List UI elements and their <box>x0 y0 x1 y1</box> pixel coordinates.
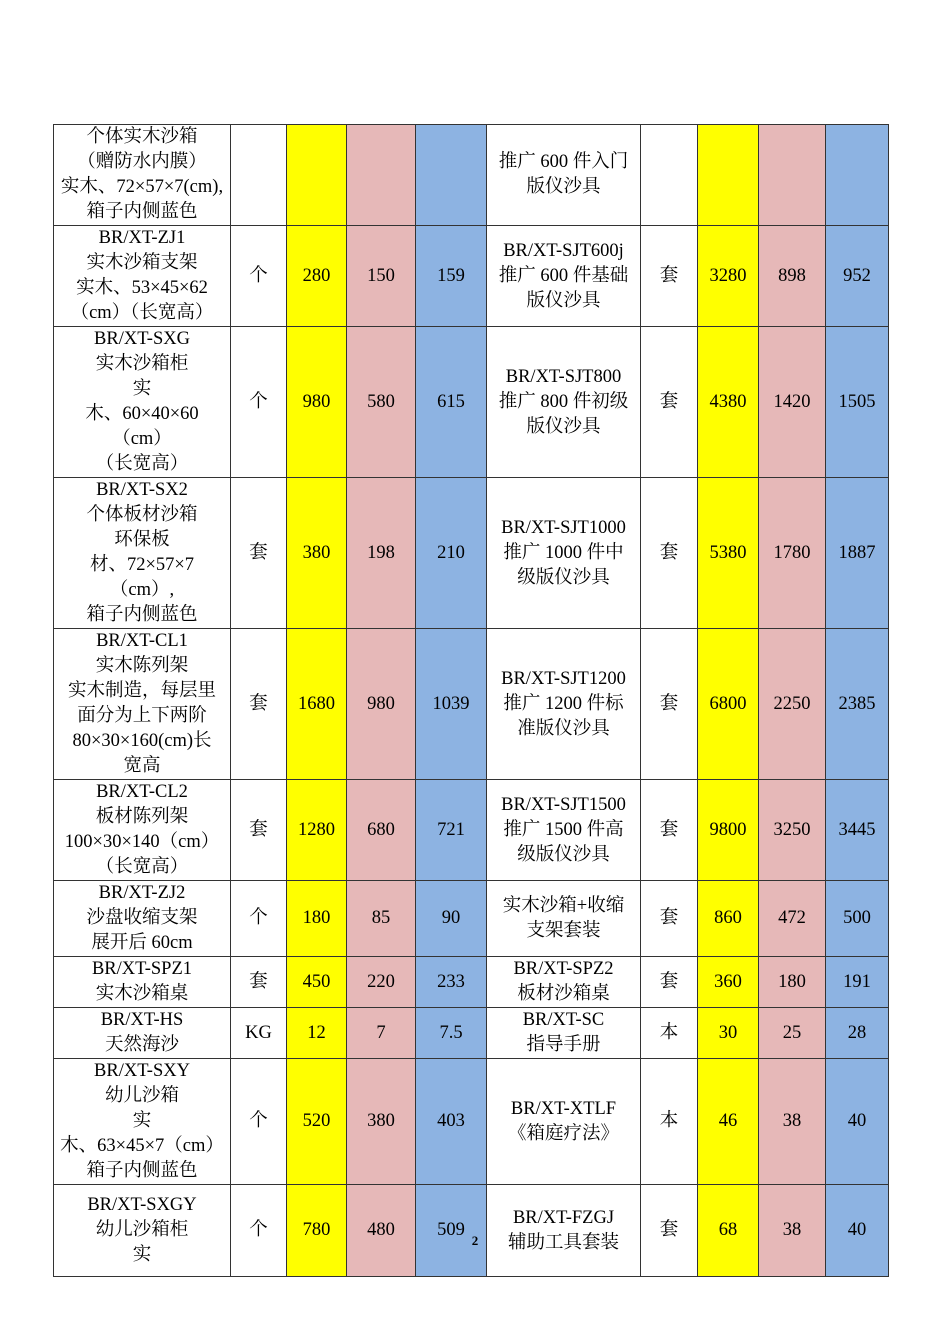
right-price-2-cell: 38 <box>759 1059 826 1185</box>
left-product-name-cell: BR/XT-ZJ1 实木沙箱支架 实木、53×45×62 （cm）（长宽高） <box>54 226 231 327</box>
left-price-2-cell: 220 <box>347 957 416 1008</box>
right-price-1-cell: 860 <box>698 881 759 957</box>
left-price-1-cell: 980 <box>287 327 347 478</box>
left-unit-cell: KG <box>231 1008 287 1059</box>
left-price-3-cell: 721 <box>416 780 487 881</box>
right-price-2-cell: 2250 <box>759 629 826 780</box>
right-unit-cell: 套 <box>641 780 698 881</box>
right-price-3-cell <box>826 125 889 226</box>
left-price-2-cell <box>347 125 416 226</box>
right-price-2-cell: 25 <box>759 1008 826 1059</box>
left-product-name-cell: BR/XT-SXY 幼儿沙箱 实 木、63×45×7（cm） 箱子内侧蓝色 <box>54 1059 231 1185</box>
right-price-2-cell: 38 <box>759 1185 826 1277</box>
left-price-3-cell: 403 <box>416 1059 487 1185</box>
table-row <box>54 1185 889 1277</box>
left-product-name-cell: 个体实木沙箱 （赠防水内膜） 实木、72×57×7(cm), 箱子内侧蓝色 <box>54 125 231 226</box>
table-row <box>54 1008 889 1059</box>
left-price-1-cell: 780 <box>287 1185 347 1277</box>
left-price-1-cell: 380 <box>287 478 347 629</box>
price-table <box>53 124 889 1277</box>
left-unit-cell <box>231 125 287 226</box>
right-product-name-cell: BR/XT-SJT600j 推广 600 件基础 版仪沙具 <box>487 226 641 327</box>
right-product-name-cell: BR/XT-SJT1500 推广 1500 件高 级版仪沙具 <box>487 780 641 881</box>
left-price-1-cell: 1280 <box>287 780 347 881</box>
left-product-name-cell: BR/XT-SPZ1 实木沙箱桌 <box>54 957 231 1008</box>
left-unit-cell: 个 <box>231 881 287 957</box>
right-price-2-cell: 3250 <box>759 780 826 881</box>
right-price-1-cell: 68 <box>698 1185 759 1277</box>
left-price-3-cell: 615 <box>416 327 487 478</box>
left-price-1-cell <box>287 125 347 226</box>
left-price-2-cell: 198 <box>347 478 416 629</box>
left-unit-cell: 个 <box>231 327 287 478</box>
left-price-2-cell: 150 <box>347 226 416 327</box>
right-price-2-cell: 898 <box>759 226 826 327</box>
right-product-name-cell: BR/XT-SPZ2 板材沙箱桌 <box>487 957 641 1008</box>
right-product-name-cell: BR/XT-XTLF 《箱庭疗法》 <box>487 1059 641 1185</box>
right-price-3-cell: 28 <box>826 1008 889 1059</box>
right-price-2-cell <box>759 125 826 226</box>
right-unit-cell: 套 <box>641 1185 698 1277</box>
right-price-3-cell: 40 <box>826 1185 889 1277</box>
table-row <box>54 1059 889 1185</box>
left-price-2-cell: 680 <box>347 780 416 881</box>
left-unit-cell: 个 <box>231 1059 287 1185</box>
left-product-name-cell: BR/XT-SXG 实木沙箱柜 实 木、60×40×60（cm） （长宽高） <box>54 327 231 478</box>
left-price-3-cell: 233 <box>416 957 487 1008</box>
left-unit-cell: 套 <box>231 780 287 881</box>
table-row <box>54 125 889 226</box>
right-price-1-cell: 360 <box>698 957 759 1008</box>
right-price-1-cell: 3280 <box>698 226 759 327</box>
left-price-2-cell: 7 <box>347 1008 416 1059</box>
right-unit-cell: 套 <box>641 226 698 327</box>
left-product-name-cell: BR/XT-SXGY 幼儿沙箱柜 实 <box>54 1185 231 1277</box>
right-price-2-cell: 472 <box>759 881 826 957</box>
right-price-1-cell: 30 <box>698 1008 759 1059</box>
left-price-2-cell: 85 <box>347 881 416 957</box>
right-price-1-cell <box>698 125 759 226</box>
table-row <box>54 881 889 957</box>
right-price-2-cell: 1780 <box>759 478 826 629</box>
right-price-3-cell: 191 <box>826 957 889 1008</box>
table-row <box>54 327 889 478</box>
left-price-3-cell <box>416 125 487 226</box>
right-price-1-cell: 9800 <box>698 780 759 881</box>
table-row <box>54 478 889 629</box>
left-price-2-cell: 480 <box>347 1185 416 1277</box>
right-price-3-cell: 952 <box>826 226 889 327</box>
left-product-name-cell: BR/XT-CL1 实木陈列架 实木制造，每层里 面分为上下两阶 80×30×160(cm)长 宽高 <box>54 629 231 780</box>
right-product-name-cell: BR/XT-SJT1000 推广 1000 件中 级版仪沙具 <box>487 478 641 629</box>
right-price-3-cell: 40 <box>826 1059 889 1185</box>
right-price-3-cell: 500 <box>826 881 889 957</box>
right-product-name-cell: BR/XT-SC 指导手册 <box>487 1008 641 1059</box>
right-unit-cell: 套 <box>641 957 698 1008</box>
right-price-3-cell: 1505 <box>826 327 889 478</box>
right-unit-cell: 套 <box>641 327 698 478</box>
left-price-1-cell: 450 <box>287 957 347 1008</box>
left-price-3-cell: 210 <box>416 478 487 629</box>
right-price-3-cell: 2385 <box>826 629 889 780</box>
left-price-1-cell: 520 <box>287 1059 347 1185</box>
right-price-1-cell: 4380 <box>698 327 759 478</box>
table-row <box>54 780 889 881</box>
left-price-2-cell: 580 <box>347 327 416 478</box>
left-price-3-cell: 159 <box>416 226 487 327</box>
left-unit-cell: 个 <box>231 1185 287 1277</box>
right-unit-cell <box>641 125 698 226</box>
table-row <box>54 629 889 780</box>
right-product-name-cell: BR/XT-FZGJ 辅助工具套装 <box>487 1185 641 1277</box>
left-unit-cell: 套 <box>231 478 287 629</box>
right-product-name-cell: 实木沙箱+收缩 支架套装 <box>487 881 641 957</box>
left-price-1-cell: 1680 <box>287 629 347 780</box>
table-row <box>54 226 889 327</box>
left-unit-cell: 套 <box>231 957 287 1008</box>
left-product-name-cell: BR/XT-SX2 个体板材沙箱 环保板 材、72×57×7（cm）, 箱子内侧蓝色 <box>54 478 231 629</box>
left-price-1-cell: 12 <box>287 1008 347 1059</box>
left-price-3-cell: 7.5 <box>416 1008 487 1059</box>
right-price-3-cell: 1887 <box>826 478 889 629</box>
right-product-name-cell: BR/XT-SJT800 推广 800 件初级 版仪沙具 <box>487 327 641 478</box>
left-price-3-cell: 509 <box>416 1185 487 1277</box>
left-product-name-cell: BR/XT-ZJ2 沙盘收缩支架 展开后 60cm <box>54 881 231 957</box>
right-unit-cell: 套 <box>641 881 698 957</box>
right-unit-cell: 套 <box>641 629 698 780</box>
right-product-name-cell: BR/XT-SJT1200 推广 1200 件标 准版仪沙具 <box>487 629 641 780</box>
right-price-2-cell: 1420 <box>759 327 826 478</box>
left-price-2-cell: 380 <box>347 1059 416 1185</box>
left-price-3-cell: 90 <box>416 881 487 957</box>
left-price-1-cell: 280 <box>287 226 347 327</box>
right-price-1-cell: 46 <box>698 1059 759 1185</box>
right-unit-cell: 本 <box>641 1059 698 1185</box>
left-unit-cell: 套 <box>231 629 287 780</box>
left-price-2-cell: 980 <box>347 629 416 780</box>
left-price-3-cell: 1039 <box>416 629 487 780</box>
price-table-body <box>54 125 889 1277</box>
right-price-2-cell: 180 <box>759 957 826 1008</box>
right-unit-cell: 套 <box>641 478 698 629</box>
right-price-1-cell: 6800 <box>698 629 759 780</box>
page-number: 2 <box>471 1233 479 1248</box>
right-price-1-cell: 5380 <box>698 478 759 629</box>
left-price-1-cell: 180 <box>287 881 347 957</box>
right-unit-cell: 本 <box>641 1008 698 1059</box>
left-product-name-cell: BR/XT-HS 天然海沙 <box>54 1008 231 1059</box>
right-price-3-cell: 3445 <box>826 780 889 881</box>
left-product-name-cell: BR/XT-CL2 板材陈列架 100×30×140（cm） （长宽高） <box>54 780 231 881</box>
right-product-name-cell: 推广 600 件入门 版仪沙具 <box>487 125 641 226</box>
table-row <box>54 957 889 1008</box>
left-unit-cell: 个 <box>231 226 287 327</box>
